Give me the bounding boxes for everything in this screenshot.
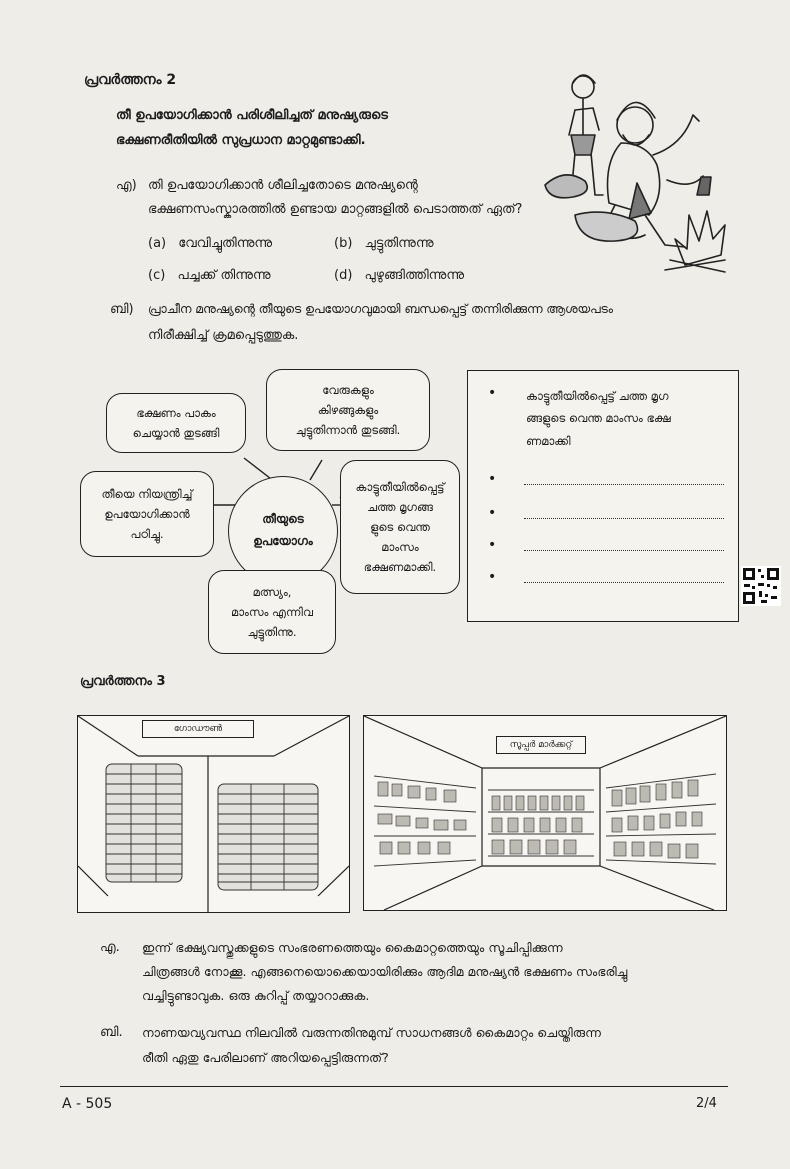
- answer-first-line1: കാട്ടുതീയിൽപ്പെട്ട് ചത്ത മൃഗ: [526, 389, 669, 403]
- footer-page-number: 2/4: [696, 1096, 717, 1111]
- node-fish-line3: ചുട്ടുതിന്നു.: [247, 625, 297, 640]
- question-a-line2: ഭക്ഷണസംസ്കാരത്തിൽ ഉണ്ടായ മാറ്റങ്ങളിൽ പെടാത്തത് ഏത്?: [148, 202, 523, 217]
- activity-3-qa-marker: എ.: [100, 940, 120, 955]
- godown-drawing: [78, 716, 349, 912]
- node-meat-line1: കാട്ടുതീയിൽപ്പെട്ട്: [355, 479, 445, 494]
- center-line2: ഉപയോഗം: [253, 534, 313, 548]
- option-c-text: പച്ചക്ക് തിന്നുന്നു: [177, 268, 271, 283]
- node-control-line1: തീയെ നിയന്ത്രിച്ച്: [101, 486, 193, 501]
- godown-sign: ഗോഡൗൺ: [142, 720, 254, 738]
- activity-3-qb-marker: ബി.: [100, 1025, 123, 1040]
- node-control-line3: പഠിച്ചു.: [130, 527, 164, 542]
- node-roots-line2: കിഴങ്ങുകളും: [317, 402, 379, 417]
- activity-2-intro-line2: ഭക്ഷണരീതിയിൽ സുപ്രധാന മാറ്റമുണ്ടാക്കി.: [116, 133, 366, 148]
- node-fish-line1: മത്സ്യം,: [252, 584, 292, 599]
- question-b-line2: നിരീക്ഷിച്ച് ക്രമപ്പെടുത്തുക.: [148, 328, 299, 343]
- node-meat-line2: ചത്ത മൃഗങ്ങ: [367, 499, 433, 514]
- supermarket-sign: സൂപ്പർ മാർക്കറ്റ്: [496, 736, 586, 754]
- option-c: [148, 266, 271, 286]
- option-d-mark: (d): [334, 268, 353, 283]
- node-meat-line5: ഭക്ഷണമാക്കി.: [363, 560, 437, 575]
- option-b-text: ചുട്ടുതിന്നുന്നു: [364, 236, 434, 251]
- answer-bullet-5: •: [488, 569, 497, 585]
- node-control-line2: ഉപയോഗിക്കാൻ: [104, 506, 190, 521]
- answer-first-line2: ങ്ങളുടെ വെന്ത മാംസം ഭക്ഷ: [526, 411, 671, 426]
- node-cook-line1: ഭക്ഷണം പാകം: [136, 405, 216, 420]
- activity-3-qb-line2: രീതി ഏതു പേരിലാണ് അറിയപ്പെട്ടിരുന്നത്?: [142, 1050, 389, 1065]
- activity-3-qa-line1: ഇന്ന് ഭക്ഷ്യവസ്തുക്കളുടെ സംഭരണത്തെയും കൈമാറ്റത്തെയും സൂചിപ്പിക്കുന്ന: [142, 940, 563, 955]
- node-roots: [266, 369, 430, 451]
- answer-first-line3: ണമാക്കി: [526, 433, 571, 448]
- node-cook-line2: ചെയ്യാൻ തുടങ്ങി: [132, 426, 220, 440]
- answer-blank-3[interactable]: [524, 517, 724, 519]
- activity-2-intro-line1: തീ ഉപയോഗിക്കാൻ പരിശീലിച്ചത് മനുഷ്യരുടെ: [116, 108, 388, 123]
- answer-first: [526, 385, 671, 452]
- node-meat-line3: ളുടെ വെന്ത: [370, 519, 430, 534]
- activity-3-qb-line1: നാണയവ്യവസ്ഥ നിലവിൽ വരുന്നതിനുമുമ്പ് സാധനങ്ങൾ കൈമാറ്റം ചെയ്തിരുന്ന: [142, 1025, 602, 1040]
- node-roots-line3: ചുട്ടുതിന്നാൻ തുടങ്ങി.: [295, 423, 401, 438]
- caveman-illustration: [535, 65, 745, 280]
- godown-picture: [77, 715, 350, 913]
- option-b: [334, 234, 434, 254]
- question-b-marker: ബി): [110, 302, 134, 317]
- answer-bullet-1: •: [488, 385, 497, 401]
- option-a: [148, 234, 272, 254]
- option-d: [334, 266, 464, 286]
- node-meat-line4: മാംസം: [381, 540, 419, 555]
- answer-box: [467, 370, 739, 622]
- node-roots-line1: വേരുകളും: [322, 382, 374, 397]
- node-fish-line2: മാംസം എന്നിവ: [230, 604, 313, 619]
- question-b-line1: പ്രാചീന മനുഷ്യന്റെ തീയുടെ ഉപയോഗവുമായി ബന്ധപ്പെട്ട് തന്നിരിക്കുന്ന ആശയപടം: [148, 302, 613, 316]
- question-a-line1: തി ഉപയോഗിക്കാൻ ശീലിച്ചതോടെ മനുഷ്യന്റെ: [148, 178, 418, 193]
- footer-code: A - 505: [62, 1096, 113, 1112]
- node-fish: [208, 570, 336, 654]
- activity-2-heading: പ്രവർത്തനം 2: [84, 72, 177, 88]
- activity-3-qa-line2: ചിത്രങ്ങൾ നോക്കൂ. എങ്ങനെയൊക്കെയായിരിക്കും ആദിമ മനുഷ്യൻ ഭക്ഷണം സംഭരിച്ചു: [142, 964, 628, 979]
- answer-bullet-3: •: [488, 505, 497, 521]
- footer-divider: [60, 1086, 728, 1087]
- question-a-marker: എ): [116, 178, 137, 193]
- option-c-mark: (c): [148, 268, 166, 283]
- option-a-text: വേവിച്ചുതിന്നുന്നു: [178, 236, 273, 251]
- answer-bullet-2: •: [488, 471, 497, 487]
- qr-code-icon[interactable]: [741, 566, 781, 606]
- node-cook: [106, 393, 246, 453]
- answer-blank-5[interactable]: [524, 581, 724, 583]
- center-line1: തീയുടെ: [262, 512, 304, 527]
- option-b-mark: (b): [334, 236, 353, 251]
- supermarket-picture: [363, 715, 727, 911]
- answer-bullet-4: •: [488, 537, 497, 553]
- node-control: [80, 471, 214, 557]
- option-a-mark: (a): [148, 236, 167, 251]
- answer-blank-4[interactable]: [524, 549, 724, 551]
- option-d-text: പുഴുങ്ങിത്തിന്നുന്നു: [364, 268, 465, 283]
- activity-3-heading: പ്രവർത്തനം 3: [80, 674, 166, 689]
- activity-3-qa-line3: വച്ചിട്ടുണ്ടാവുക. ഒരു കുറിപ്പ് തയ്യാറാക്കുക.: [142, 988, 370, 1003]
- node-meat: [340, 460, 460, 594]
- answer-blank-2[interactable]: [524, 483, 724, 485]
